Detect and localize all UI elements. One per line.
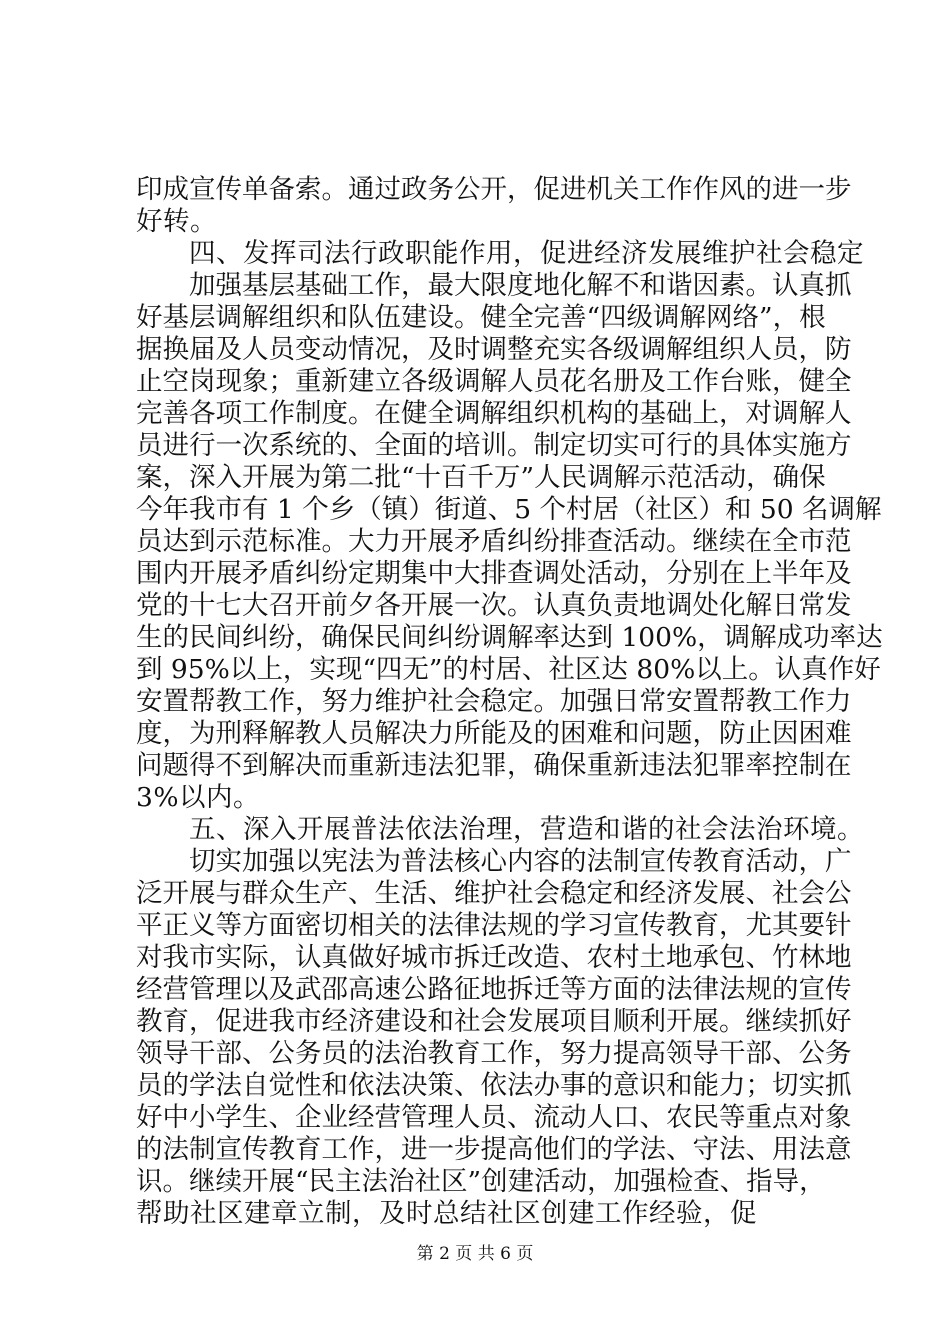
body-text-line: 帮助社区建章立制，及时总结社区创建工作经验，促 bbox=[136, 1198, 757, 1229]
body-text-line: 3%以内。 bbox=[136, 782, 261, 813]
body-text-line: 据换届及人员变动情况，及时调整充实各级调解组织人员，防 bbox=[136, 334, 852, 365]
body-text-line: 泛开展与群众生产、生活、维护社会稳定和经济发展、社会公 bbox=[136, 878, 852, 909]
body-text-line: 经营管理以及武邵高速公路征地拆迁等方面的法律法规的宣传 bbox=[136, 974, 852, 1005]
body-text-line: 度，为刑释解教人员解决力所能及的困难和问题，防止因困难 bbox=[136, 718, 852, 749]
body-text-line: 员的学法自觉性和依法决策、依法办事的意识和能力；切实抓 bbox=[136, 1070, 852, 1101]
body-text-line: 安置帮教工作，努力维护社会稳定。加强日常安置帮教工作力 bbox=[136, 686, 852, 717]
body-text-line: 问题得不到解决而重新违法犯罪，确保重新违法犯罪率控制在 bbox=[136, 750, 852, 781]
body-text-line: 到 95%以上，实现“四无”的村居、社区达 80%以上。认真作好 bbox=[136, 654, 881, 685]
body-text-line: 止空岗现象；重新建立各级调解人员花名册及工作台账，健全 bbox=[136, 366, 852, 397]
paragraph-first-line: 切实加强以宪法为普法核心内容的法制宣传教育活动，广 bbox=[189, 846, 852, 877]
section-heading-4: 四、发挥司法行政职能作用，促进经济发展维护社会稳定 bbox=[189, 238, 864, 269]
paragraph-first-line: 加强基层基础工作，最大限度地化解不和谐因素。认真抓 bbox=[189, 270, 852, 301]
body-text-line: 今年我市有 1 个乡（镇）街道、5 个村居（社区）和 50 名调解 bbox=[136, 494, 882, 525]
body-text-line: 好基层调解组织和队伍建设。健全完善“四级调解网络”，根 bbox=[136, 302, 826, 333]
body-text-line: 识。继续开展“民主法治社区”创建活动，加强检查、指导， bbox=[136, 1166, 826, 1197]
body-text-line: 员达到示范标准。大力开展矛盾纠纷排查活动。继续在全市范 bbox=[136, 526, 852, 557]
body-text-line: 围内开展矛盾纠纷定期集中大排查调处活动，分别在上半年及 bbox=[136, 558, 852, 589]
body-text-line: 好转。 bbox=[136, 206, 217, 237]
body-text-line: 生的民间纠纷，确保民间纠纷调解率达到 100%，调解成功率达 bbox=[136, 622, 883, 653]
section-heading-5: 五、深入开展普法依法治理，营造和谐的社会法治环境。 bbox=[189, 814, 864, 845]
body-text-line: 好中小学生、企业经营管理人员、流动人口、农民等重点对象 bbox=[136, 1102, 852, 1133]
body-text-line: 的法制宣传教育工作，进一步提高他们的学法、守法、用法意 bbox=[136, 1134, 852, 1165]
body-text-line: 领导干部、公务员的法治教育工作，努力提高领导干部、公务 bbox=[136, 1038, 852, 1069]
page-number-footer: 第 2 页 共 6 页 bbox=[416, 1244, 534, 1264]
body-text-line: 员进行一次系统的、全面的培训。制定切实可行的具体实施方 bbox=[136, 430, 852, 461]
body-text-line: 案，深入开展为第二批“十百千万”人民调解示范活动，确保 bbox=[136, 462, 826, 493]
body-text-line: 印成宣传单备索。通过政务公开，促进机关工作作风的进一步 bbox=[136, 174, 852, 205]
body-text-line: 党的十七大召开前夕各开展一次。认真负责地调处化解日常发 bbox=[136, 590, 852, 621]
body-text-line: 完善各项工作制度。在健全调解组织机构的基础上，对调解人 bbox=[136, 398, 852, 429]
body-text-line: 平正义等方面密切相关的法律法规的学习宣传教育，尤其要针 bbox=[136, 910, 852, 941]
body-text-line: 对我市实际，认真做好城市拆迁改造、农村土地承包、竹林地 bbox=[136, 942, 852, 973]
body-text-line: 教育，促进我市经济建设和社会发展项目顺利开展。继续抓好 bbox=[136, 1006, 852, 1037]
